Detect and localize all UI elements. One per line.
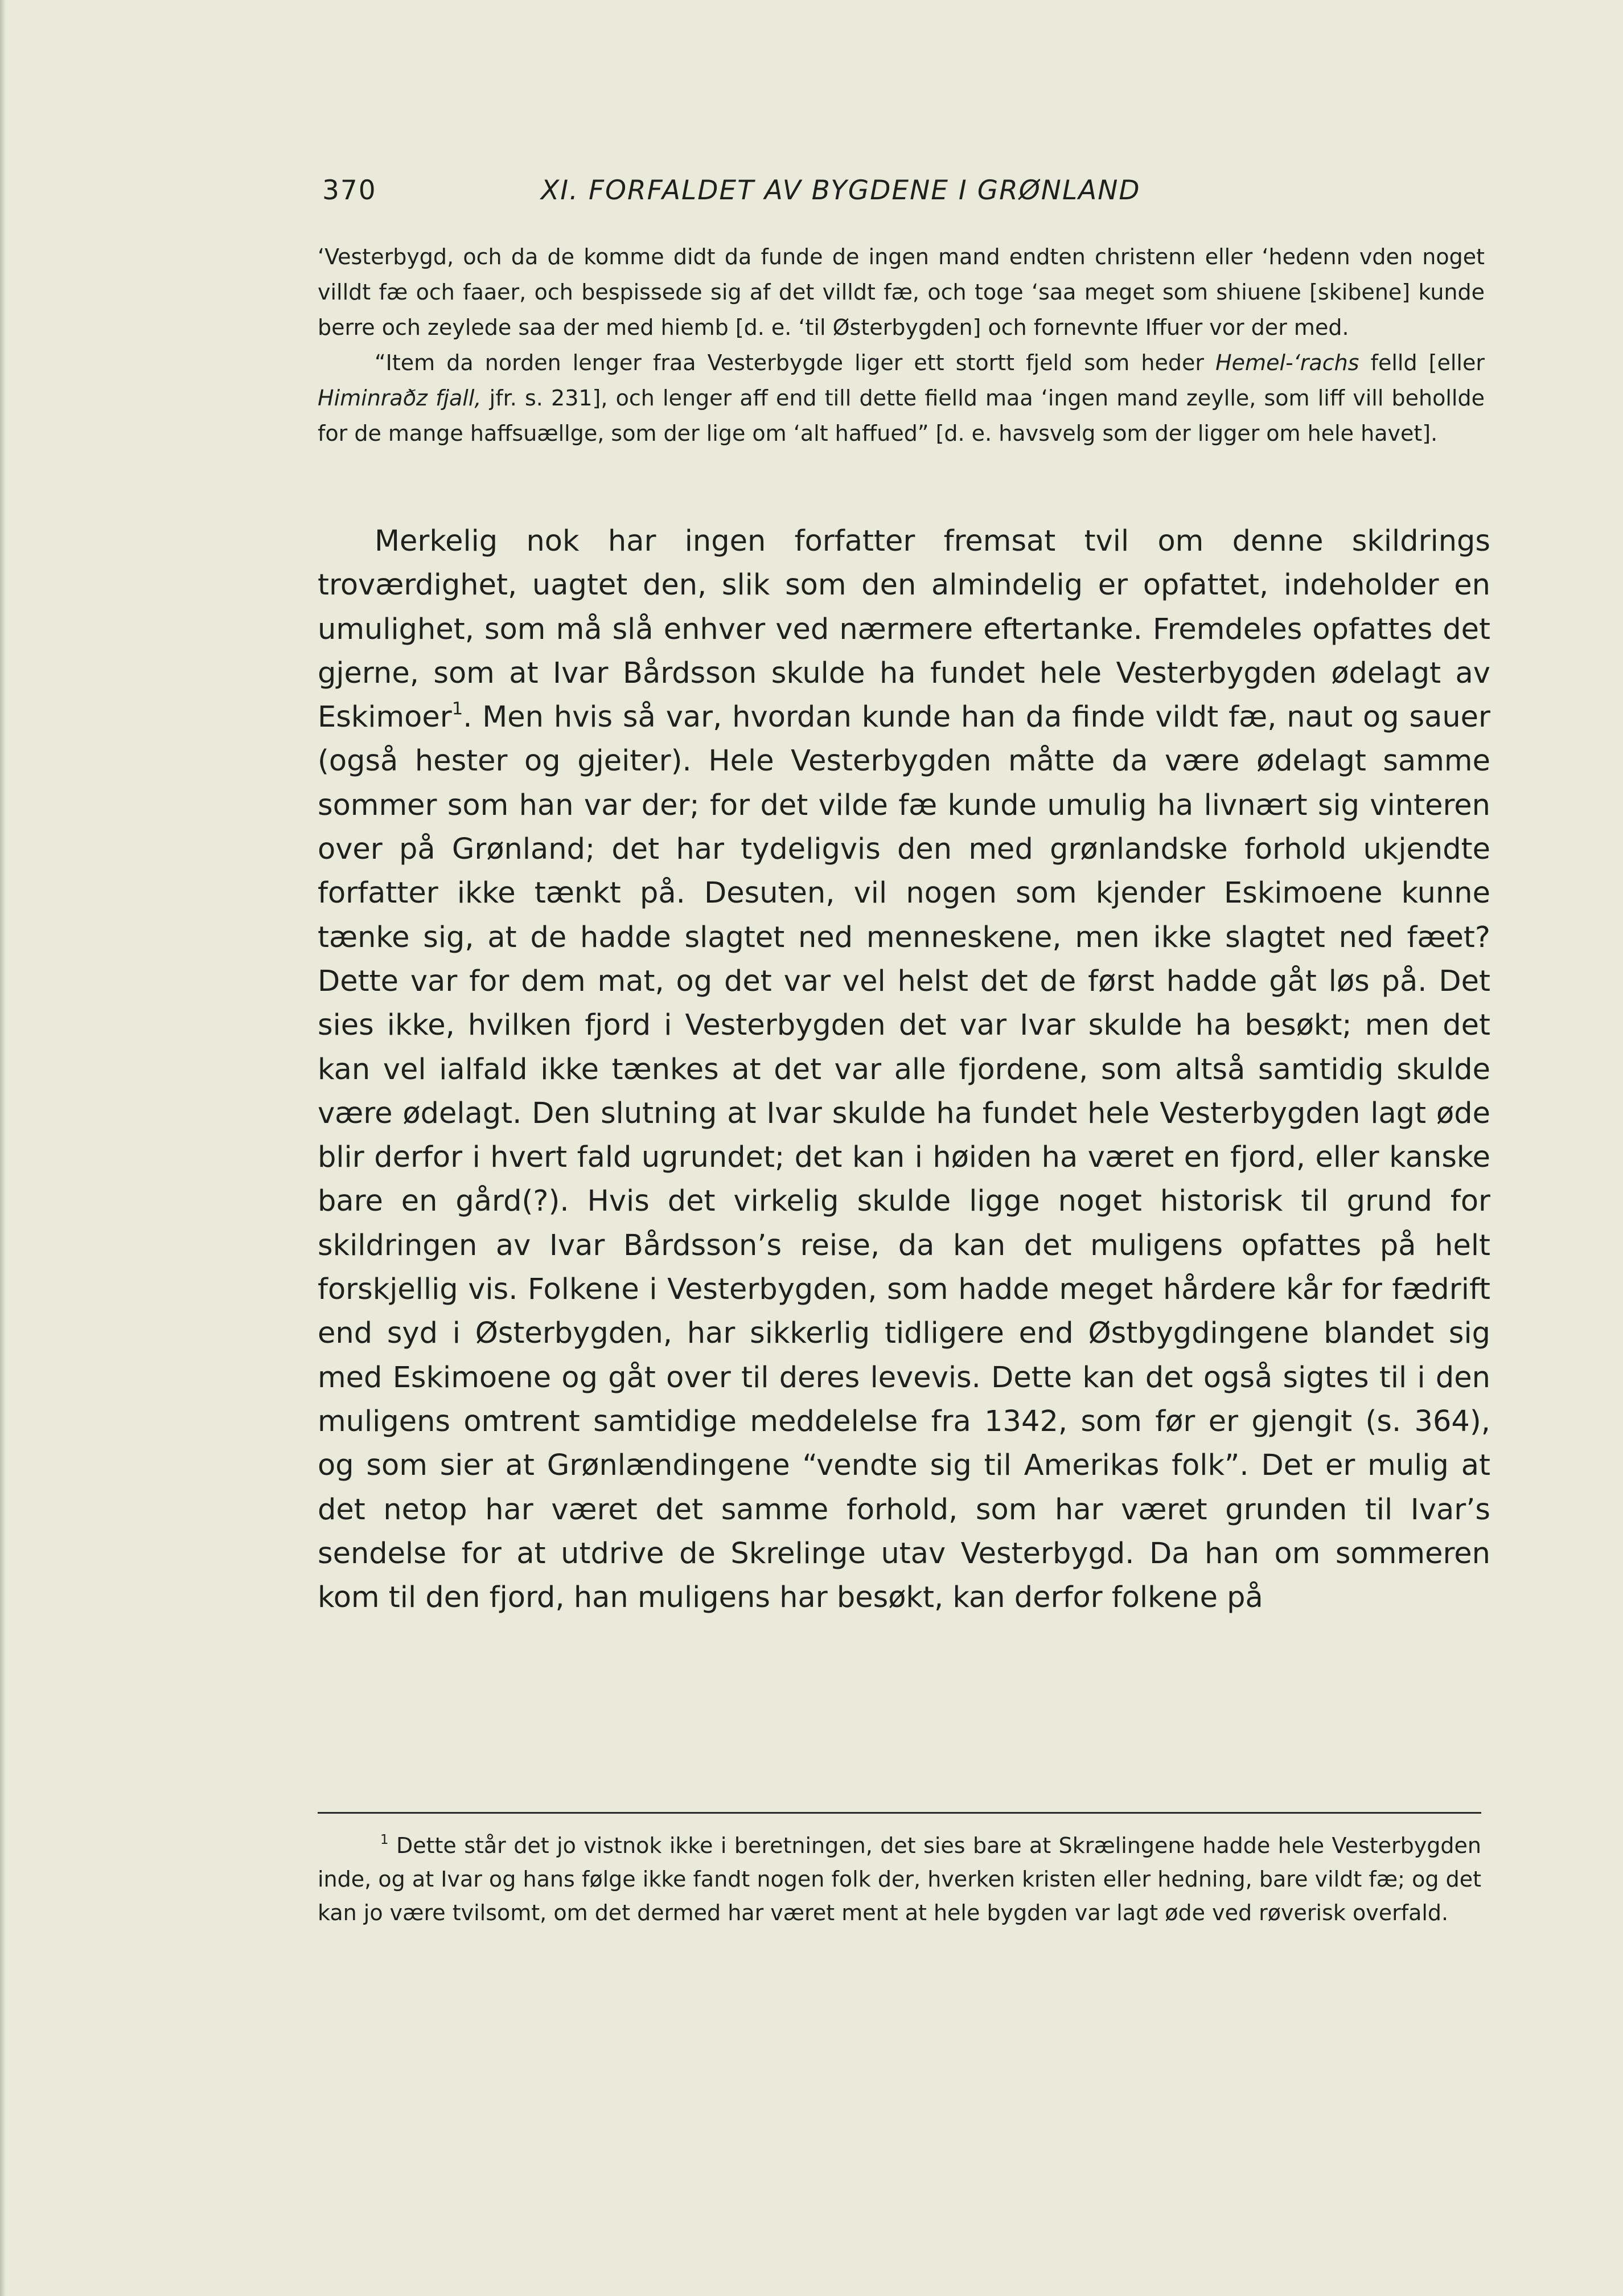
footnote-reference: 1 bbox=[451, 699, 463, 719]
quote-place-name: Himinraðz fjall, bbox=[318, 386, 482, 411]
footnote-text: Dette står det jo vistnok ikke i beretningen, det sies bare at Skrælingene hadde hele Vesterbygden inde, og at Ivar og hans følge ikke fandt nogen folk der, hverken kristen eller hedning, bare vildt fæ; og det kan jo være tvilsomt, om det dermed har været ment at hele bygden var lagt øde ved røverisk overfald. bbox=[318, 1833, 1481, 1925]
quote-text: ‘Vesterbygd, och da de komme didt da funde de ingen mand endten christenn eller ‘hedenn vden noget villdt fæ och faaer, och bespissede sig af det villdt fæ, och toge ‘saa meget som shiuene [skibene] kunde berre och zeylede saa der med hiemb [d. e. ‘til Østerbygden] och fornevnte Iffuer vor der med. bbox=[318, 244, 1485, 340]
footnote-1 bbox=[318, 1829, 1481, 1930]
footnote-divider bbox=[318, 1812, 1481, 1814]
page-number: 370 bbox=[322, 175, 377, 206]
quote-paragraph-1 bbox=[318, 239, 1485, 345]
page-edge-shadow bbox=[0, 0, 6, 2296]
running-title: XI. FORFALDET AV BYGDENE I GRØNLAND bbox=[541, 175, 1141, 206]
body-text-part: Merkelig nok har ingen forfatter fremsat tvil om denne skildrings troværdighet, uagtet den, slik som den almindelig er opfattet, indeholder en umulighet, som må slå enhver ved nærmere eftertanke. Fremdeles opfattes det gjerne, som at Ivar Bårdsson skulde ha fundet hele Vesterbygden ødelagt av Eskimoer bbox=[318, 524, 1490, 735]
footnotes bbox=[318, 1829, 1481, 1930]
quote-text: felld [eller bbox=[1359, 350, 1485, 375]
quote-paragraph-2 bbox=[318, 345, 1485, 451]
footnote-marker: 1 bbox=[380, 1832, 389, 1848]
quote-place-name: Hemel-‘rachs bbox=[1215, 350, 1359, 375]
block-quote bbox=[318, 239, 1485, 451]
quote-text: “Item da norden lenger fraa Vesterbygde liger ett stortt fjeld som heder bbox=[375, 350, 1216, 375]
body-paragraph bbox=[318, 519, 1490, 1620]
body-text-part: . Men hvis så var, hvordan kunde han da finde vildt fæ, naut og sauer (også hester og gjeiter). Hele Vesterbygden måtte da være ødelagt samme sommer som han var der; for det vilde fæ kunde umulig ha livnært sig vinteren over på Grønland; det har tydeligvis den med grønlandske forhold ukjendte forfatter ikke tænkt på. Desuten, vil nogen som kjender Eskimoene kunne tænke sig, at de hadde slagtet ned menneskene, men ikke slagtet ned fæet? Dette var for dem mat, og det var vel helst det de først hadde gåt løs på. Det sies ikke, hvilken fjord i Vesterbygden det var Ivar skulde ha besøkt; men det kan vel ialfald ikke tænkes at det var alle fjordene, som altså samtidig skulde være ødelagt. Den slutning at Ivar skulde ha fundet hele Vesterbygden lagt øde blir derfor i hvert fald ugrundet; det kan i høiden ha været en fjord, eller kanske bare en gård(?). Hvis det virkelig skulde ligge noget historisk til grund for skildringen av Ivar Bårdsson’s reise, da kan det muligens opfattes på helt forskjellig vis. Folkene i Vesterbygden, som hadde meget hårdere kår for fædrift end syd i Østerbygden, har sikkerlig tidligere end Østbygdingene blandet sig med Eskimoene og gåt over til deres levevis. Dette kan det også sigtes til i den muligens omtrent samtidige meddelelse fra 1342, som før er gjengit (s. 364), og som sier at Grønlændingene “vendte sig til Amerikas folk”. Det er mulig at det netop har været det samme forhold, som har været grunden til Ivar’s sendelse for at utdrive de Skrelinge utav Vesterbygd. Da han om sommeren kom til den fjord, han muligens har besøkt, kan derfor folkene på bbox=[318, 700, 1490, 1615]
body-text bbox=[318, 519, 1490, 1620]
quote-text: jfr. s. 231], och lenger aff end till dette fielld maa ‘ingen mand zeylle, som liff vill behollde for de mange haffsuællge, som der lige om ‘alt haffued” [d. e. havsvelg som der ligger om hele havet]. bbox=[318, 386, 1485, 446]
